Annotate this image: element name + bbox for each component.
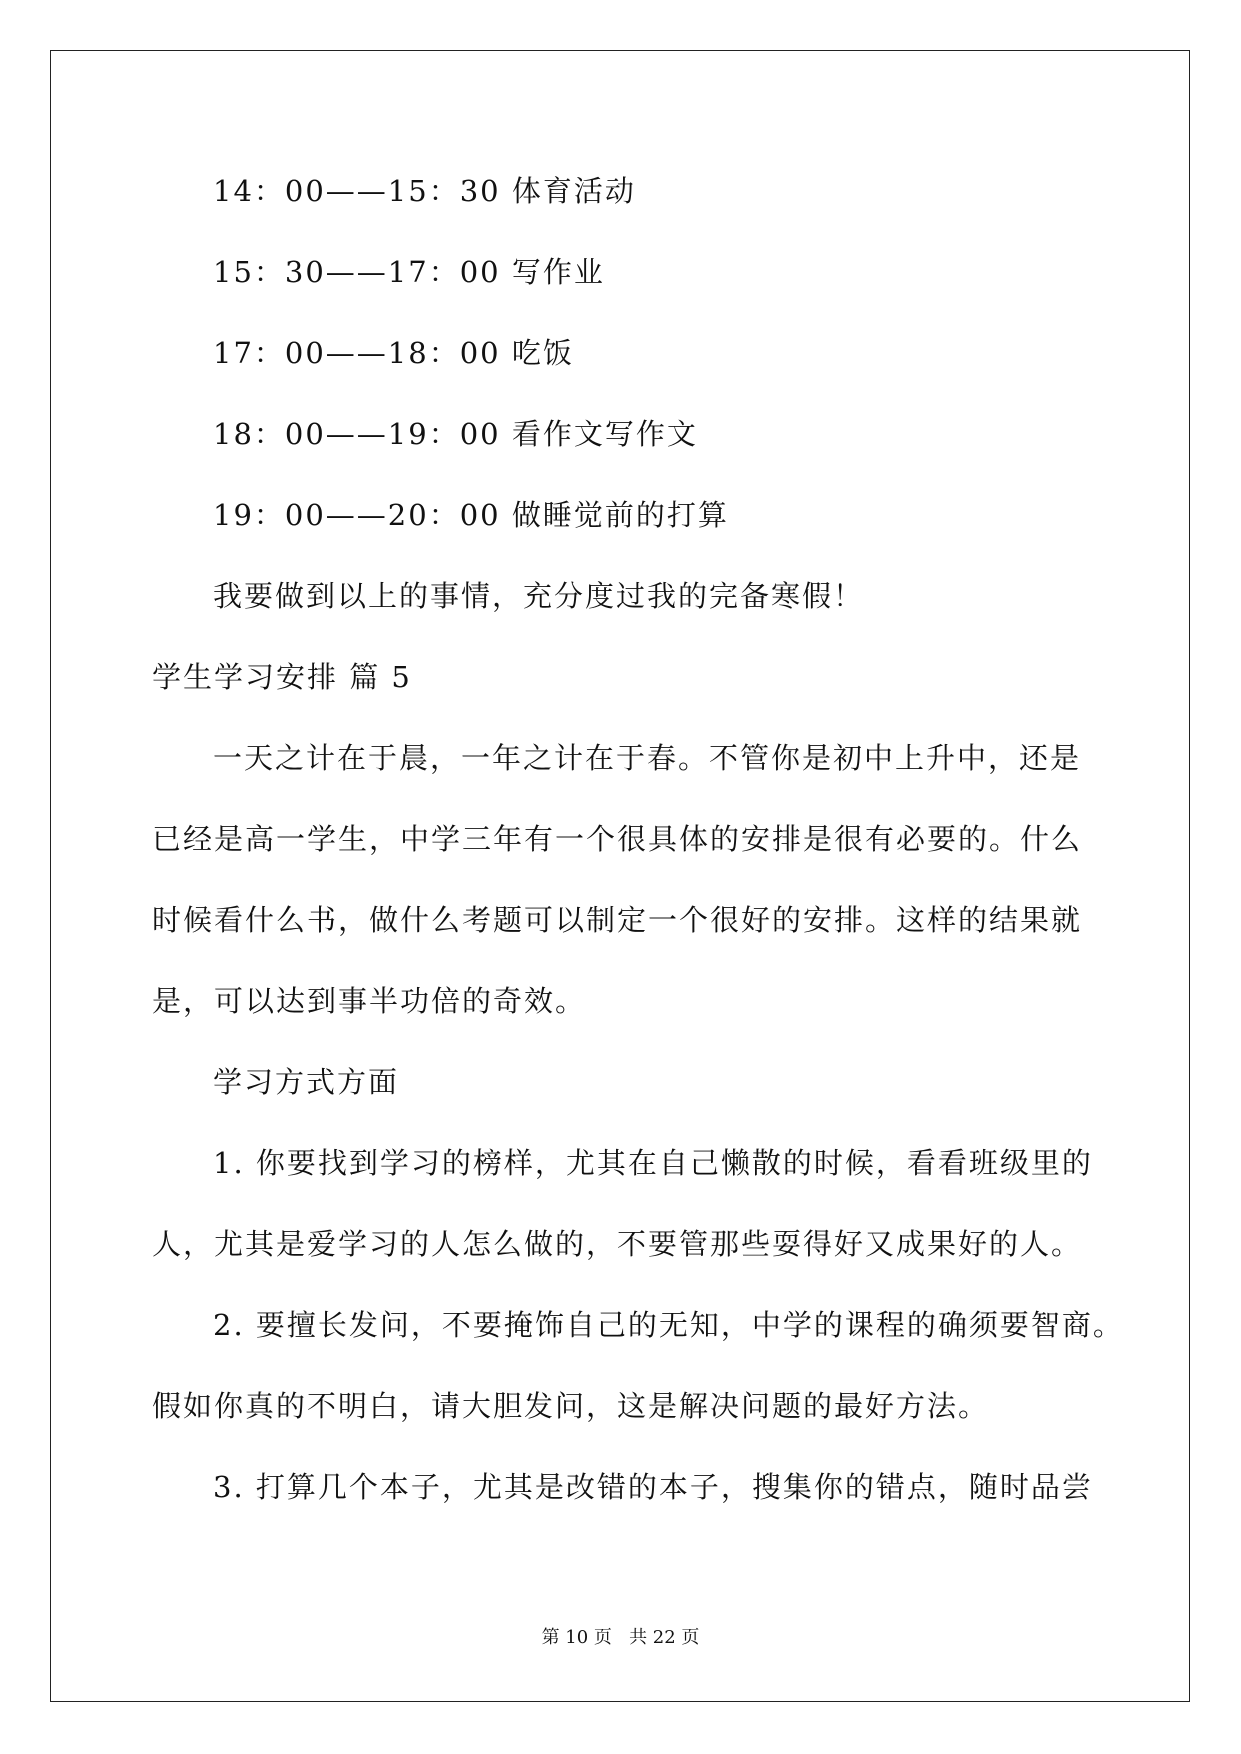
intro-paragraph-line: 已经是高一学生，中学三年有一个很具体的安排是很有必要的。什么 — [152, 822, 1083, 856]
item-2-line: 2. 要擅长发问，不要掩饰自己的无知，中学的课程的确须要智商。 — [213, 1308, 1124, 1342]
section-heading: 学生学习安排 篇 5 — [152, 660, 412, 694]
schedule-line: 17：00——18：00 吃饭 — [213, 336, 574, 370]
intro-paragraph-line: 时候看什么书，做什么考题可以制定一个很好的安排。这样的结果就 — [152, 903, 1083, 937]
item-1-line: 1. 你要找到学习的榜样，尤其在自己懒散的时候，看看班级里的 — [213, 1146, 1093, 1180]
subheading: 学习方式方面 — [213, 1065, 400, 1099]
item-2-line: 假如你真的不明白，请大胆发问，这是解决问题的最好方法。 — [152, 1389, 990, 1423]
closing-sentence: 我要做到以上的事情，充分度过我的完备寒假！ — [213, 579, 865, 613]
intro-paragraph-line: 是，可以达到事半功倍的奇效。 — [152, 984, 587, 1018]
item-3-line: 3. 打算几个本子，尤其是改错的本子，搜集你的错点，随时品尝 — [213, 1470, 1093, 1504]
intro-paragraph-line: 一天之计在于晨，一年之计在于春。不管你是初中上升中，还是 — [213, 741, 1082, 775]
page-footer: 第 10 页 共 22 页 — [541, 1627, 700, 1648]
schedule-line: 19：00——20：00 做睡觉前的打算 — [213, 498, 729, 532]
schedule-line: 14：00——15：30 体育活动 — [213, 174, 636, 208]
schedule-line: 15：30——17：00 写作业 — [213, 255, 605, 289]
page-border — [50, 50, 1190, 1702]
schedule-line: 18：00——19：00 看作文写作文 — [213, 417, 698, 451]
item-1-line: 人，尤其是爱学习的人怎么做的，不要管那些耍得好又成果好的人。 — [152, 1227, 1083, 1261]
